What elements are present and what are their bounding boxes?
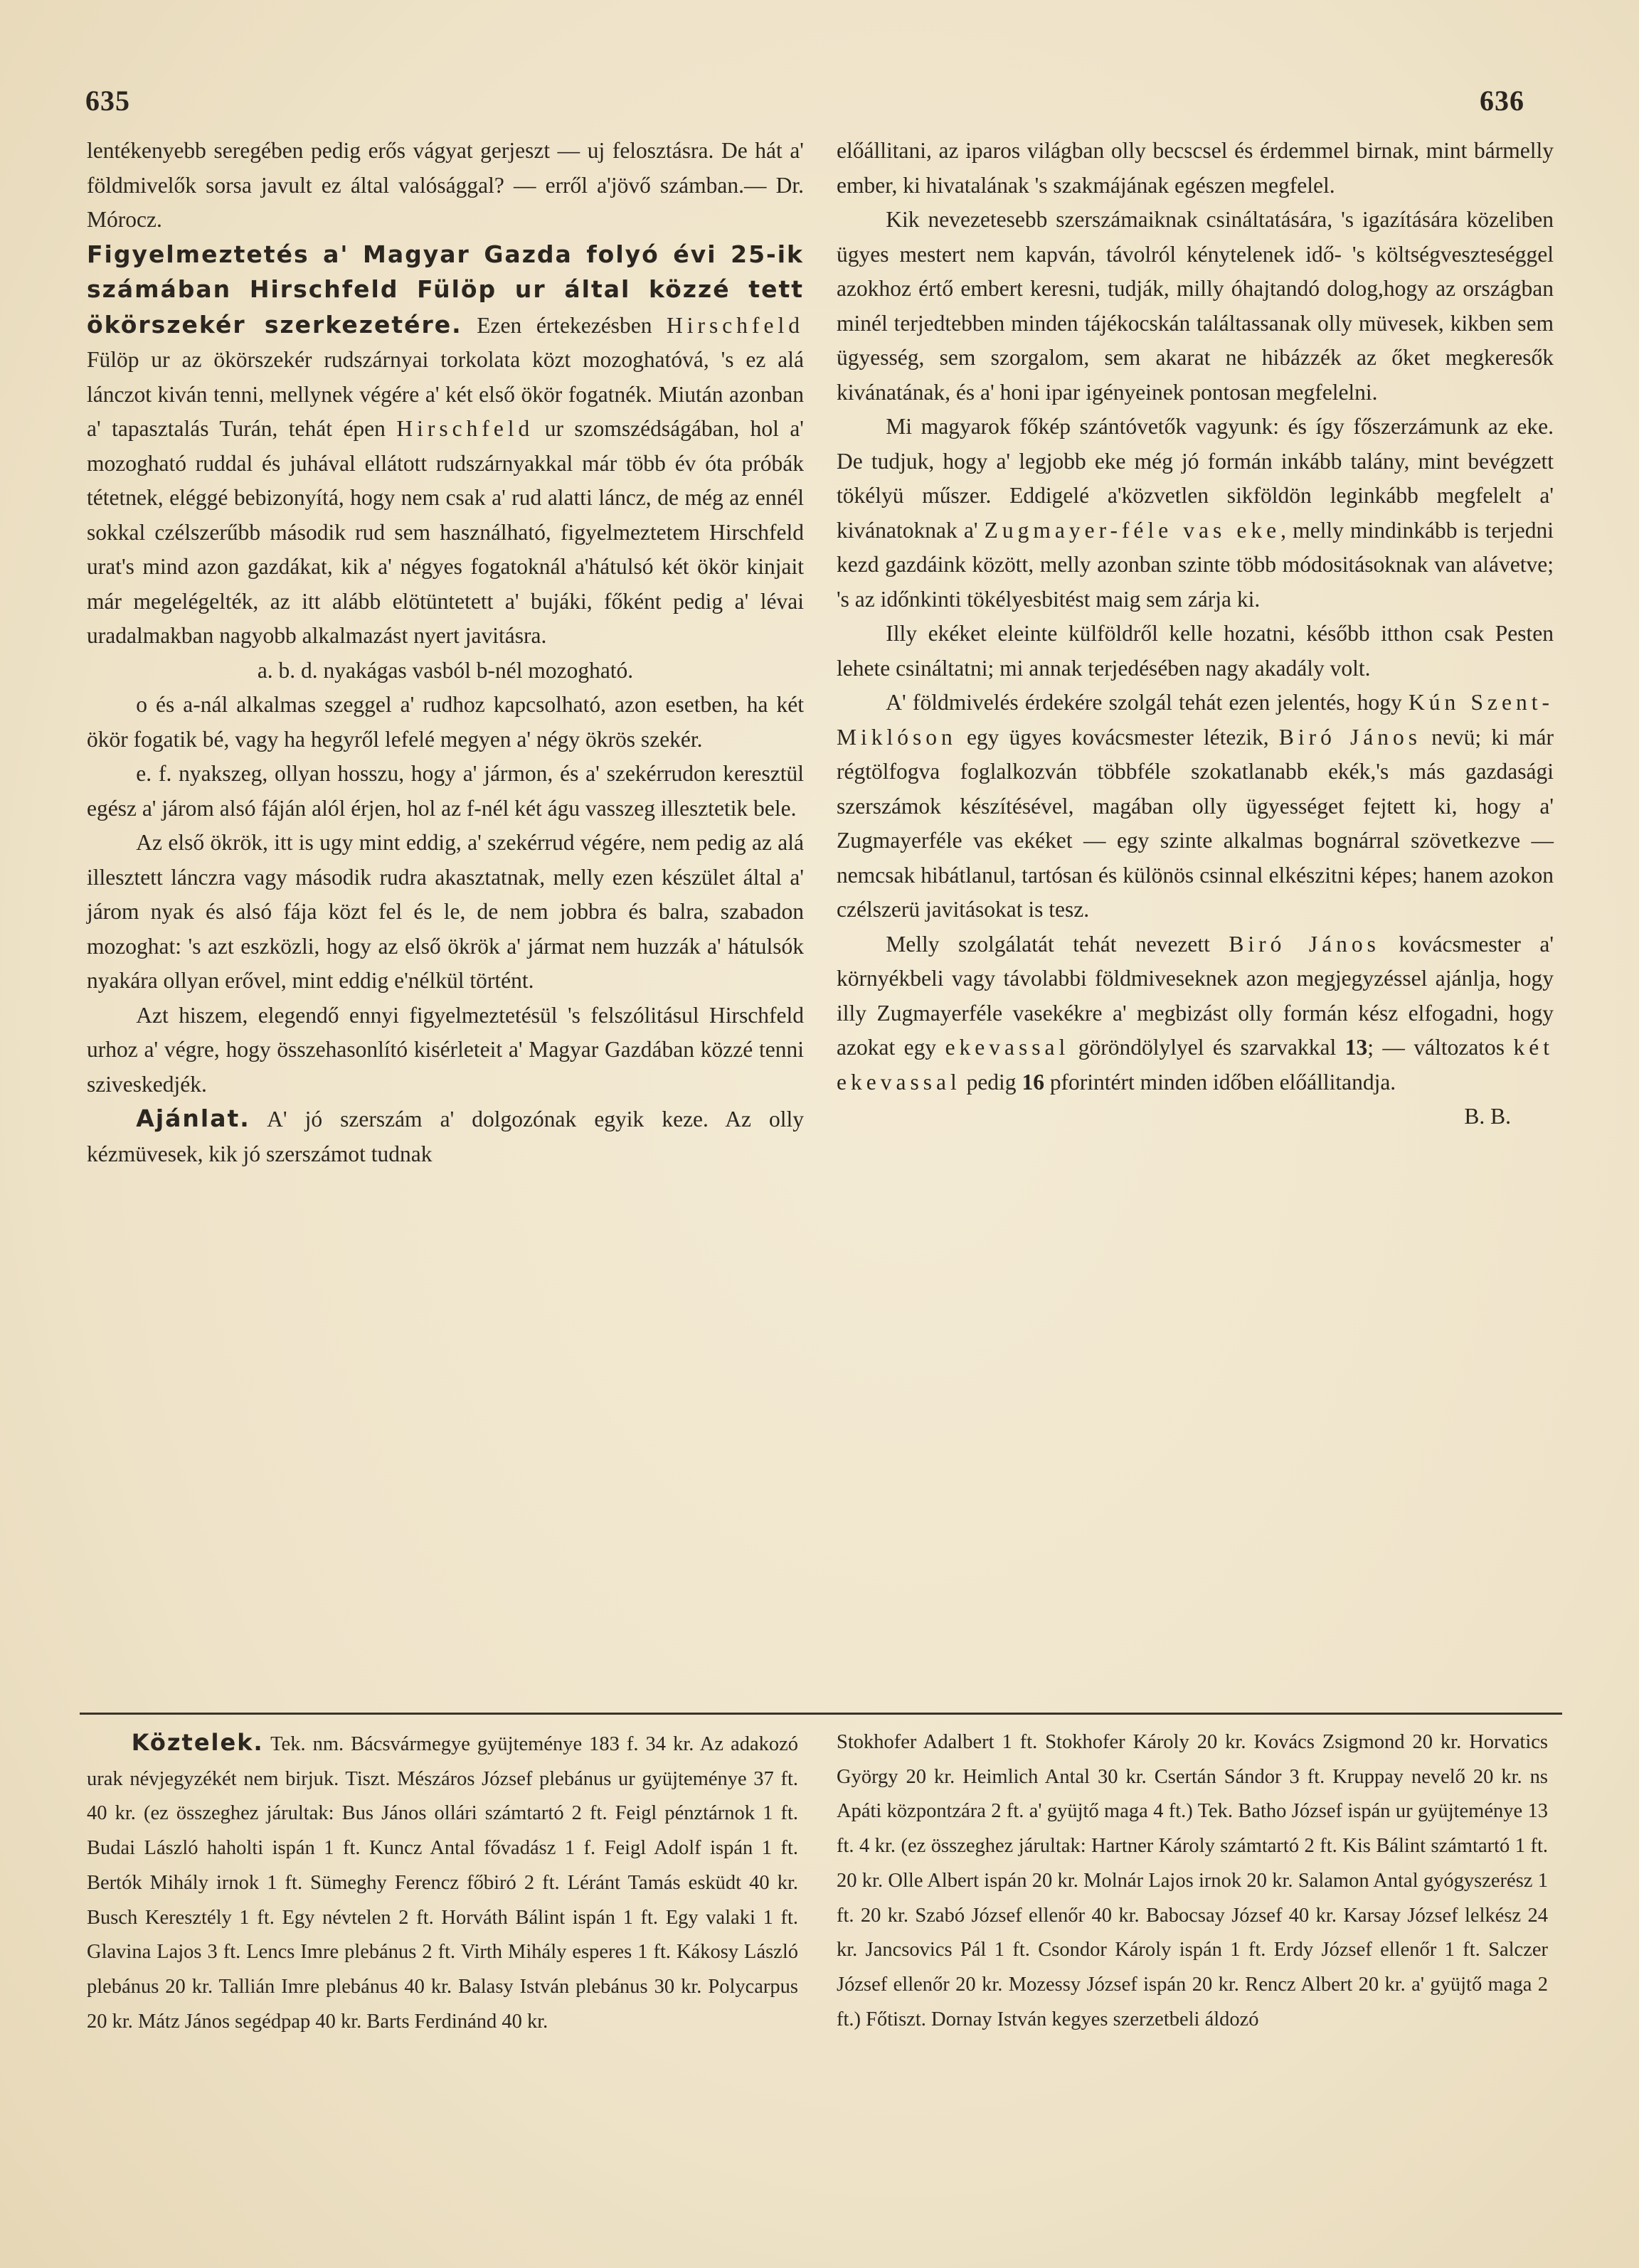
- article-hirschfeld: [87, 238, 804, 654]
- spaced-name: Biró János: [1278, 724, 1422, 750]
- paragraph: Illy ekéket eleinte külföldről kelle hozatni, később itthon csak Pesten lehete csináltatni; mi annak terjedésében nagy akadály volt.: [837, 621, 1554, 681]
- paragraph-text: A' jó szerszám a' dolgozónak egyik keze. Az olly kézmüvesek, kik jó szerszámot tudnak: [87, 1107, 804, 1166]
- paragraph: előállitani, az iparos világban olly becscsel és érdemmel birnak, mint bármelly ember, ki hivatalának 's szakmájának egészen megfelel.: [837, 138, 1554, 198]
- section-heading: Köztelek.: [131, 1729, 264, 1756]
- spaced-name: Zugmayer-féle vas eke: [984, 517, 1281, 543]
- paragraph-text: nevü; ki már régtölfogva foglalkozván többféle szokatlanabb ekék,'s más gazdasági szerszámok készítésével, magában olly ügyességet fejtett ki, hogy a' Zugmayerféle vas ekéket — egy szinte alkalmas bognárral szövetkezve — nemcsak hibátlanul, tartósan és különös csinnal elkészitni képes; hanem azokon czélszerü javitásokat is tesz.: [837, 724, 1554, 922]
- paragraph-text: kovácsmester a' környékbeli vagy távolabbi földmiveseknek azon megjegyzéssel ajánlja, hogy illy Zugmayerféle vasekékre a' megbizást olly formán kész elfogadni, hogy azokat egy: [837, 931, 1554, 1060]
- spaced-name: Hirschfeld: [396, 416, 534, 441]
- paragraph-text: egy ügyes kovácsmester létezik,: [956, 724, 1279, 750]
- paragraph-text: , melly mindinkább is terjedni kezd gazdáink között, melly azonban szinte több módositásoknak van alávetve; 's az időnkinti tökélyesbitést maig sem zárja ki.: [837, 517, 1554, 612]
- paragraph: Az első ökrök, itt is ugy mint eddig, a' szekérrud végére, nem pedig az alá illesztett lánczra vagy második rudra akasztatnak, melly ezen készület által a' járom nyak és alsó fája közt fel és le, de nem jobbra és balra, szabadon mozoghat: 's azt eszközli, hogy az első ökrök a' jármat nem huzzák a' hátulsók nyakára ollyan erővel, mint eddig e'nélkül történt.: [87, 830, 804, 993]
- signature: B. B.: [1464, 1104, 1511, 1129]
- page-number-right: 636: [1480, 85, 1524, 117]
- price-number: 16: [1022, 1069, 1044, 1095]
- donation-text: Tek. nm. Bácsvármegye gyüjteménye 183 f. 34 kr. Az adakozó urak névjegyzékét nem birjuk. Tiszt. Mészáros József plebánus ur gyüjteménye 37 ft. 40 kr. (ez összeghez járultak: Bus János ollári számtartó 2 ft. Feigl pénztárnok 1 ft. Budai László haholti ispán 1 ft. Kuncz Antal fővadász 1 f. Feigl Adolf ispán 1 ft. Bertók Mihály irnok 1 ft. Sümeghy Ferencz főbiró 2 ft. Léránt Tamás esküdt 40 kr. Busch Keresztély 1 ft. Egy névtelen 2 ft. Horváth Bálint ispán 1 ft. Egy valaki 1 ft. Glavina Lajos 3 ft. Lencs Imre plebánus 2 ft. Virth Mihály esperes 1 ft. Kákosy László plebánus 20 kr. Tallián Imre plebánus 40 kr. Balasy István plebánus 30 kr. Polycarpus 20 kr. Mátz János segédpap 40 kr. Barts Ferdinánd 40 kr.: [87, 1733, 798, 2033]
- spaced-name: Biró János: [1229, 931, 1380, 957]
- article-ajanlat: [87, 1102, 804, 1171]
- paragraph-text: Mi magyarok főkép szántóvetők vagyunk: és így főszerzámunk az eke. De tudjuk, hogy a' legjobb eke még jó formán inkább talány, mint bevégzett tökélyü műszer. Eddigelé a'közvetlen sikföldön leginkább megfelelt a' kivánatoknak a': [837, 414, 1554, 543]
- paragraph: a. b. d. nyakágas vasból b-nél mozogható.: [257, 657, 634, 683]
- paragraph: o és a-nál alkalmas szeggel a' rudhoz kapcsolható, azon esetben, ha két ökör fogatik bé, vagy ha hegyről lefelé megyen a' négy ökrös szekér.: [87, 692, 804, 752]
- donation-list-continued: Stokhofer Adalbert 1 ft. Stokhofer Károly 20 kr. Kovács Zsigmond 20 kr. Horvatics György 20 kr. Heimlich Antal 30 kr. Csertán Sándor 3 ft. Kruppay nevelő 20 kr. ns Apáti központzára 2 ft. a' gyüjtő maga 4 ft.) Tek. Batho József ispán ur gyüjteménye 13 ft. 4 kr. (ez összeghez járultak: Hartner Károly számtartó 2 ft. Kis Bálint számtartó 1 ft. 20 kr. Olle Albert ispán 20 kr. Molnár Lajos irnok 20 kr. Salamon Antal gyógyszerész 1 ft. 20 kr. Szabó József ellenőr 40 kr. Babocsay József 40 kr. Karsay József lelkész 24 kr. Jancsovics Pál 1 ft. Csondor Károly ispán 1 ft. Erdy József ellenőr 1 ft. Salczer József ellenőr 20 kr. Mozessy József ispán 20 kr. Rencz Albert 20 kr. a' gyüjtő maga 2 ft.) Főtiszt. Dornay István kegyes szerzetbeli áldozó: [837, 1731, 1548, 2030]
- paragraph: e. f. nyakszeg, ollyan hosszu, hogy a' jármon, és a' szekérrudon keresztül egész a' járom alsó fáján alól érjen, hol az f-nél két águ vasszeg illesztetik bele.: [87, 761, 804, 821]
- left-column: [87, 134, 804, 1171]
- paragraph-text: A' földmivelés érdekére szolgál tehát ezen jelentés, hogy: [886, 690, 1409, 715]
- paragraph: lentékenyebb seregében pedig erős vágyat gerjeszt — uj felosztásra. De hát a' földmivelők sorsa javult ez által valósággal? — erről a'jövő számban.— Dr. Mórocz.: [87, 138, 804, 232]
- section-divider: [80, 1713, 1562, 1715]
- paragraph-text: ur szomszédságában, hol a' mozogható ruddal és juhával ellátott rudszárnyakkal már több év óta próbák tétetnek, eléggé bebizonyítá, hogy nem csak a' rud alatti láncz, de még az ennél sokkal czélszerűbb második rud sem használható, figyelmeztetem Hirschfeld urat's mind azon gazdákat, kik a' négyes fogatoknál a'hátulsó két ökör kinjait már megelégelték, az itt alább elötüntetett a' bujáki, főként pedig a' lévai uradalmakban nagyobb alkalmazást nyert javitásra.: [87, 416, 804, 648]
- paragraph-text: göröndölylyel és szarvakkal: [1069, 1035, 1345, 1060]
- price-number: 13: [1344, 1035, 1368, 1060]
- paragraph-text: pedig: [960, 1069, 1022, 1095]
- spaced-term: két ekevassal: [837, 1035, 1554, 1095]
- paragraph-text: Ezen értekezésben: [462, 312, 667, 338]
- spaced-term: ekevassal: [945, 1035, 1070, 1060]
- paragraph-text: ; — változatos: [1367, 1035, 1514, 1060]
- article-heading: Figyelmeztetés a' Magyar Gazda folyó évi 25-ik számában Hirschfeld Fülöp ur által közzé tett ökörszekér szerkezetére.: [87, 240, 804, 339]
- paragraph: [837, 410, 1554, 617]
- right-column: [837, 134, 1554, 1134]
- paragraph: [837, 927, 1554, 1100]
- paragraph-text: Melly szolgálatát tehát nevezett: [886, 931, 1229, 957]
- paragraph: Kik nevezetesebb szerszámaiknak csináltatására, 's igazítására közeliben ügyes mestert nem kapván, távolról kénytelenek idő- 's költségveszteséggel azokhoz értő embert keresni, tudják, milly óhajtandó dolog,hogy az országban minél terjedtebben minden tájékocskán találtassanak olly müvesek, kikben sem ügyesség, sem szorgalom, sem akarat ne hibázzék az őket megkeresők kivánatának, és a' honi ipar igényeinek pontosan megfelelni.: [837, 207, 1554, 405]
- donation-list: [87, 1725, 798, 2039]
- bottom-right-column: [837, 1725, 1548, 2037]
- spaced-name: Hirschfeld: [667, 312, 804, 338]
- paragraph-text: Fülöp ur az ökörszekér rudszárnyai torkolata közt mozoghatóvá, 's ez alá lánczot kiván tenni, mellynek végére a' két első ökör fogatnék. Miután azonban a' tapasztalás Turán, tehát épen: [87, 347, 804, 441]
- page-number-left: 635: [85, 85, 130, 117]
- bottom-left-column: [87, 1725, 798, 2039]
- paragraph: [837, 686, 1554, 927]
- paragraph: Azt hiszem, elegendő ennyi figyelmeztetésül 's felszólitásul Hirschfeld urhoz a' végre, hogy összehasonlító kisérleteit a' Magyar Gazdában közzé tenni sziveskedjék.: [87, 1002, 804, 1097]
- paragraph-text: pforintért minden időben előállitandja.: [1044, 1069, 1396, 1095]
- article-heading: Ajánlat.: [136, 1104, 250, 1132]
- spaced-place: Kún Szent-Miklóson: [837, 690, 1554, 750]
